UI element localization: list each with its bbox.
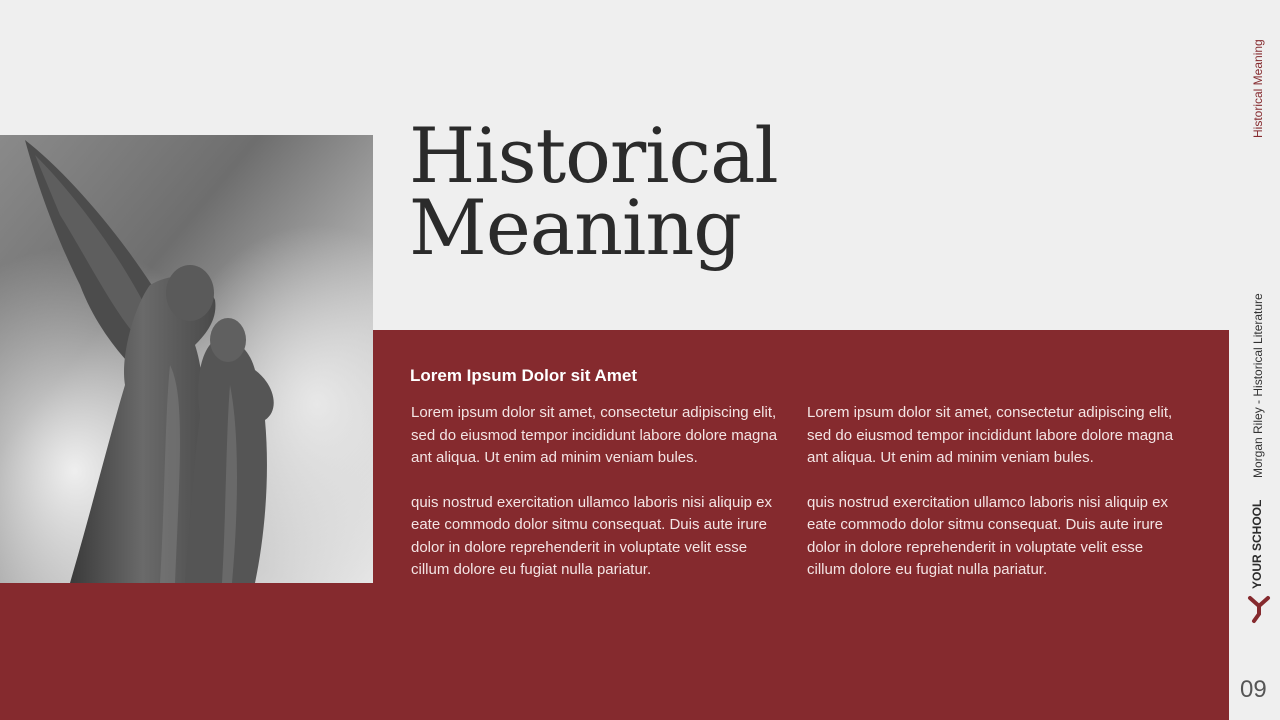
slide-title: [409, 111, 1109, 272]
page-number: 09: [1240, 676, 1267, 703]
text-column-left: [411, 402, 789, 604]
paragraph: Lorem ipsum dolor sit amet, consectetur adipiscing elit, sed do eiusmod tempor incididunt labore dolore magna ant aliqua. Ut enim ad minim veniam bules.: [807, 404, 1174, 466]
sidebar-school-label: YOUR SCHOOL: [1250, 499, 1264, 589]
section-subtitle: Lorem Ipsum Dolor sit Amet: [410, 366, 638, 385]
title-line-1: Historical: [409, 111, 778, 200]
angel-statue-photo: [0, 135, 373, 583]
paragraph: Lorem ipsum dolor sit amet, consectetur adipiscing elit, sed do eiusmod tempor incididunt labore dolore magna ant aliqua. Ut enim ad minim veniam bules.: [411, 404, 778, 466]
sidebar-author-label: Morgan Riley - Historical Literature: [1251, 293, 1265, 478]
text-column-right: [807, 402, 1185, 604]
sidebar-section-label: Historical Meaning: [1251, 39, 1265, 138]
paragraph: quis nostrud exercitation ullamco laboris nisi aliquip ex eate commodo dolor sitmu consequat. Duis aute irure dolor in dolore reprehenderit in voluptate velit esse cillum dolore eu fugiat nulla pariatur.: [807, 493, 1169, 578]
school-logo-icon: [1247, 594, 1271, 624]
title-line-2: Meaning: [409, 183, 741, 272]
paragraph: quis nostrud exercitation ullamco laboris nisi aliquip ex eate commodo dolor sitmu consequat. Duis aute irure dolor in dolore reprehenderit in voluptate velit esse cillum dolore eu fugiat nulla pariatur.: [411, 493, 773, 578]
